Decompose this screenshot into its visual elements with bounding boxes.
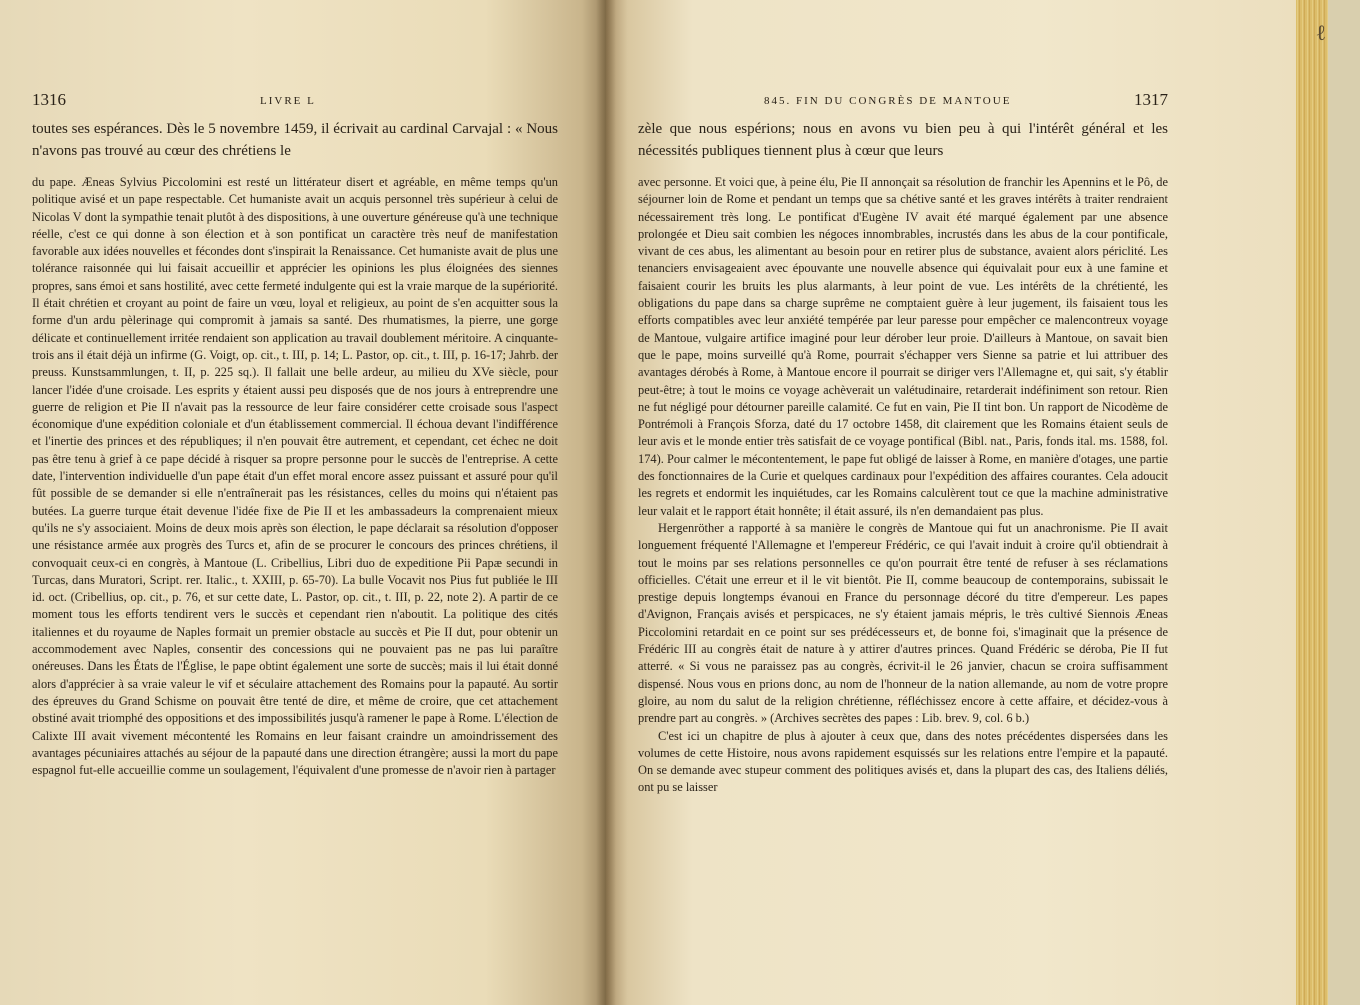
right-running-head: 845. FIN DU CONGRÈS DE MANTOUE (764, 95, 1012, 107)
right-footnote-paragraph-3: C'est ici un chapitre de plus à ajouter à ceux que, dans des notes précédentes dispersées dans les volumes de cette Histoire, nous avons rapidement esquissés sur les relations entre l'empire et la papauté. On se demande avec stupeur comment des politiques avisés et, dans la plupart des cas, des Italiens déliés, ont pu se laisser (638, 728, 1168, 795)
left-page (0, 0, 606, 1005)
right-page-header (638, 90, 1168, 114)
right-footnote-paragraph-2: Hergenröther a rapporté à sa manière le congrès de Mantoue qui fut un anachronisme. Pie II avait longuement fréquenté l'Allemagne et l'empereur Frédéric, ce qui l'avait induit à croire qu'il obtiendrait à tout le moins par ses relations personnelles ce qu'on pourrait être tenté de refuser à ses réclamations officielles. C'était une erreur et il le vit bientôt. Pie II, comme beaucoup de contemporains, subissait le prestige depuis longtemps évanoui en France du personnage décoré du titre d'empereur. Les papes d'Avignon, Français avisés et perspicaces, ne s'y étaient jamais mépris, le très cultivé Siennois Æneas Piccolomini retardait en ce point sur ses prédécesseurs et, de bonne foi, s'imaginait que la présence de Frédéric III au congrès était de nature à y attirer d'autres princes. Quand Frédéric se déroba, Pie II fut atterré. « Si vous ne paraissez pas au congrès, écrivit-il le 26 janvier, chacun se croira suffisamment dispensé. Nous vous en prions donc, au nom de l'honneur de la nation allemande, au nom de votre propre gloire, au nom du salut de la religion chrétienne, réfléchissez encore à cette affaire, et décidez-vous à prendre part au congrès. » (Archives secrètes des papes : Lib. brev. 9, col. 6 b.) (638, 520, 1168, 726)
left-page-number: 1316 (32, 90, 66, 109)
left-main-text: toutes ses espérances. Dès le 5 novembre 1459, il écrivait au cardinal Carvajal : « Nous n'avons pas trouvé au cœur des chrétiens le (32, 121, 558, 159)
book-gutter (596, 0, 616, 1005)
left-running-head: LIVRE L (260, 95, 316, 107)
right-page-number: 1317 (1134, 90, 1168, 109)
right-footnote-paragraph-1: avec personne. Et voici que, à peine élu, Pie II annonçait sa résolution de franchir les Apennins et le Pô, de séjourner loin de Rome et pendant un temps que sa chétive santé et les graves intérêts à traiter rendraient nécessairement très long. Le pontificat d'Eugène IV avait été marqué également par une absence prolongée et Dieu sait combien les négoces innombrables, incrustés dans les abus de la cour pontificale, vivant de ces abus, les alimentant au besoin pour en retirer plus de substance, avaient alors périclité. Les tenanciers envisageaient avec épouvante une nouvelle absence qui équivalait pour eux à une famine et faisaient courir les bruits les plus alarmants, à leur point de vue. Les intérêts de la chrétienté, les obligations du pape dans sa charge suprême ne comptaient guère à leur jugement, ils faisaient tous les efforts compatibles avec leur anxiété tempérée par leur paresse pour empêcher ce malencontreux voyage de Mantoue, vulgaire artifice imaginé pour leur dérober leur proie. D'ailleurs à Mantoue, on savait bien que le pape, moins surveillé qu'à Rome, pourrait s'échapper vers Sienne sa patrie et lui attribuer des avantages dérobés à Rome, à Mantoue encore il pourrait se diriger vers l'Allemagne et, qui sait, s'y établir peut-être; à tout le moins ce voyage achèverait un valétudinaire, retarderait indéfiniment son retour. Rien ne fut négligé pour détourner pareille calamité. Ce fut en vain, Pie II tint bon. Un rapport de Nicodème de Pontrémoli à François Sforza, daté du 17 octobre 1458, dit clairement que les Romains étaient seuls de leur avis et le monde entier très satisfait de ce voyage pontifical (Bibl. nat., Paris, fonds ital. ms. 1588, fol. 174). Pour calmer le mécontentement, le pape fut obligé de laisser à Rome, en manière d'otages, une partie des fonctionnaires de la Curie et quelques cardinaux pour l'expédition des affaires courantes. Cela adoucit les regrets et endormit les inquiétudes, car les Romains calculèrent tout ce que la machine administrative leur valait et le rapport était honnête; il était assuré, ils n'en demandaient pas plus. (638, 175, 1168, 518)
left-page-header (32, 90, 558, 114)
right-main-text: zèle que nous espérions; nous en avons vu bien peu à qui l'intérêt général et les nécessités publiques tiennent plus à cœur que leurs (638, 121, 1168, 159)
right-page (606, 0, 1328, 1005)
pencil-mark-icon: ℓ (1315, 21, 1326, 46)
gilt-page-edge (1296, 0, 1328, 1005)
left-footnote-text: du pape. Æneas Sylvius Piccolomini est resté un littérateur disert et agréable, en même temps qu'un politique avisé et un pape respectable. Cet humaniste avait un acquis personnel très supérieur à celui de Nicolas V dont la sympathie tenait plutôt à des dispositions, à une ouverture généreuse qu'à une technique réelle, c'est ce qui donne à son élection et à son pontificat un caractère très neuf de manifestation favorable aux idées nouvelles et fécondes dont s'inspirait la Renaissance. Cet humaniste avait de plus une tolérance raisonnée qui lui faisait accueillir et apprécier les opinions les plus éloignées des siennes propres, sans émoi et sans hostilité, avec cette fermeté indulgente qui est la vraie marque de la supériorité. Il était chrétien et croyant au point de faire un vœu, loyal et religieux, au point de s'en acquitter sous la forme d'un ardu pèlerinage qui compromit à jamais sa santé. Des rhumatismes, la pierre, une gorge délicate et continuellement irritée rendaient son application au travail doublement méritoire. A cinquante-trois ans il était déjà un infirme (G. Voigt, op. cit., t. III, p. 14; L. Pastor, op. cit., t. III, p. 16-17; Jahrb. der preuss. Kunstsammlungen, t. II, p. 225 sq.). Il fallait une belle ardeur, au milieu du XVe siècle, pour lancer l'idée d'une croisade. Les esprits y étaient aussi peu disposés que de nos jours à entreprendre une guerre de religion et Pie II n'avait pas la ressource de leur faire considérer cette croisade sous l'aspect économique d'une expédition coloniale et d'un établissement commercial. Il échoua devant l'indifférence et l'inertie des princes et des républiques; il n'en pouvait être autrement, et cependant, cet échec ne doit pas être tenu à grief à ce pape décidé à risquer sa propre personne pour le succès de l'entreprise. A cette date, l'intervention individuelle d'un pape était d'un effet moral encore assez puissant et assuré pour qu'il fût possible de se demander si elle n'entraînerait pas les résistances, celles du moins qui n'étaient pas butées. La guerre turque était devenue l'idée fixe de Pie II et les ambassadeurs la comprenaient mieux qu'ils ne s'y associaient. Moins de deux mois après son élection, le pape déclarait sa résolution d'opposer une résistance armée aux progrès des Turcs et, afin de se procurer le concours des princes chrétiens, il convoquait ceux-ci en congrès, à Mantoue (L. Cribellius, Libri duo de expeditione Pii Papæ secundi in Turcas, dans Muratori, Script. rer. Italic., t. XXIII, p. 65-70). La bulle Vocavit nos Pius fut publiée le III id. oct. (Cribellius, op. cit., p. 76, et sur cette date, L. Pastor, op. cit., t. III, p. 22, note 2). A partir de ce moment tous les efforts tendirent vers le succès et cependant rien n'aboutit. La politique des cités italiennes et du royaume de Naples formait un premier obstacle au succès et Pie II dut, pour obtenir un accommodement avec Naples, consentir des concessions qui ne pouvaient pas ne pas lui paraître onéreuses. Dans les États de l'Église, le pape obtint également une sorte de succès; mais il lui était donné alors d'apprécier à sa vraie valeur le vif et séculaire attachement des Romains pour la papauté. Au sortir des épreuves du Grand Schisme on pouvait être tenté de dire, et même de croire, que cet attachement obstiné avait triomphé des oppositions et des impossibilités jusqu'à ramener le pape à Rome. L'élection de Calixte III avait vivement mécontenté les Romains en leur faisant craindre un amoindrissement des avantages pécuniaires attachés au séjour de la papauté dans une direction étrangère; aussi la mort du pape espagnol fut-elle accueillie comme un soulagement, l'équivalent d'une promesse de n'avoir rien à partager (32, 175, 558, 778)
